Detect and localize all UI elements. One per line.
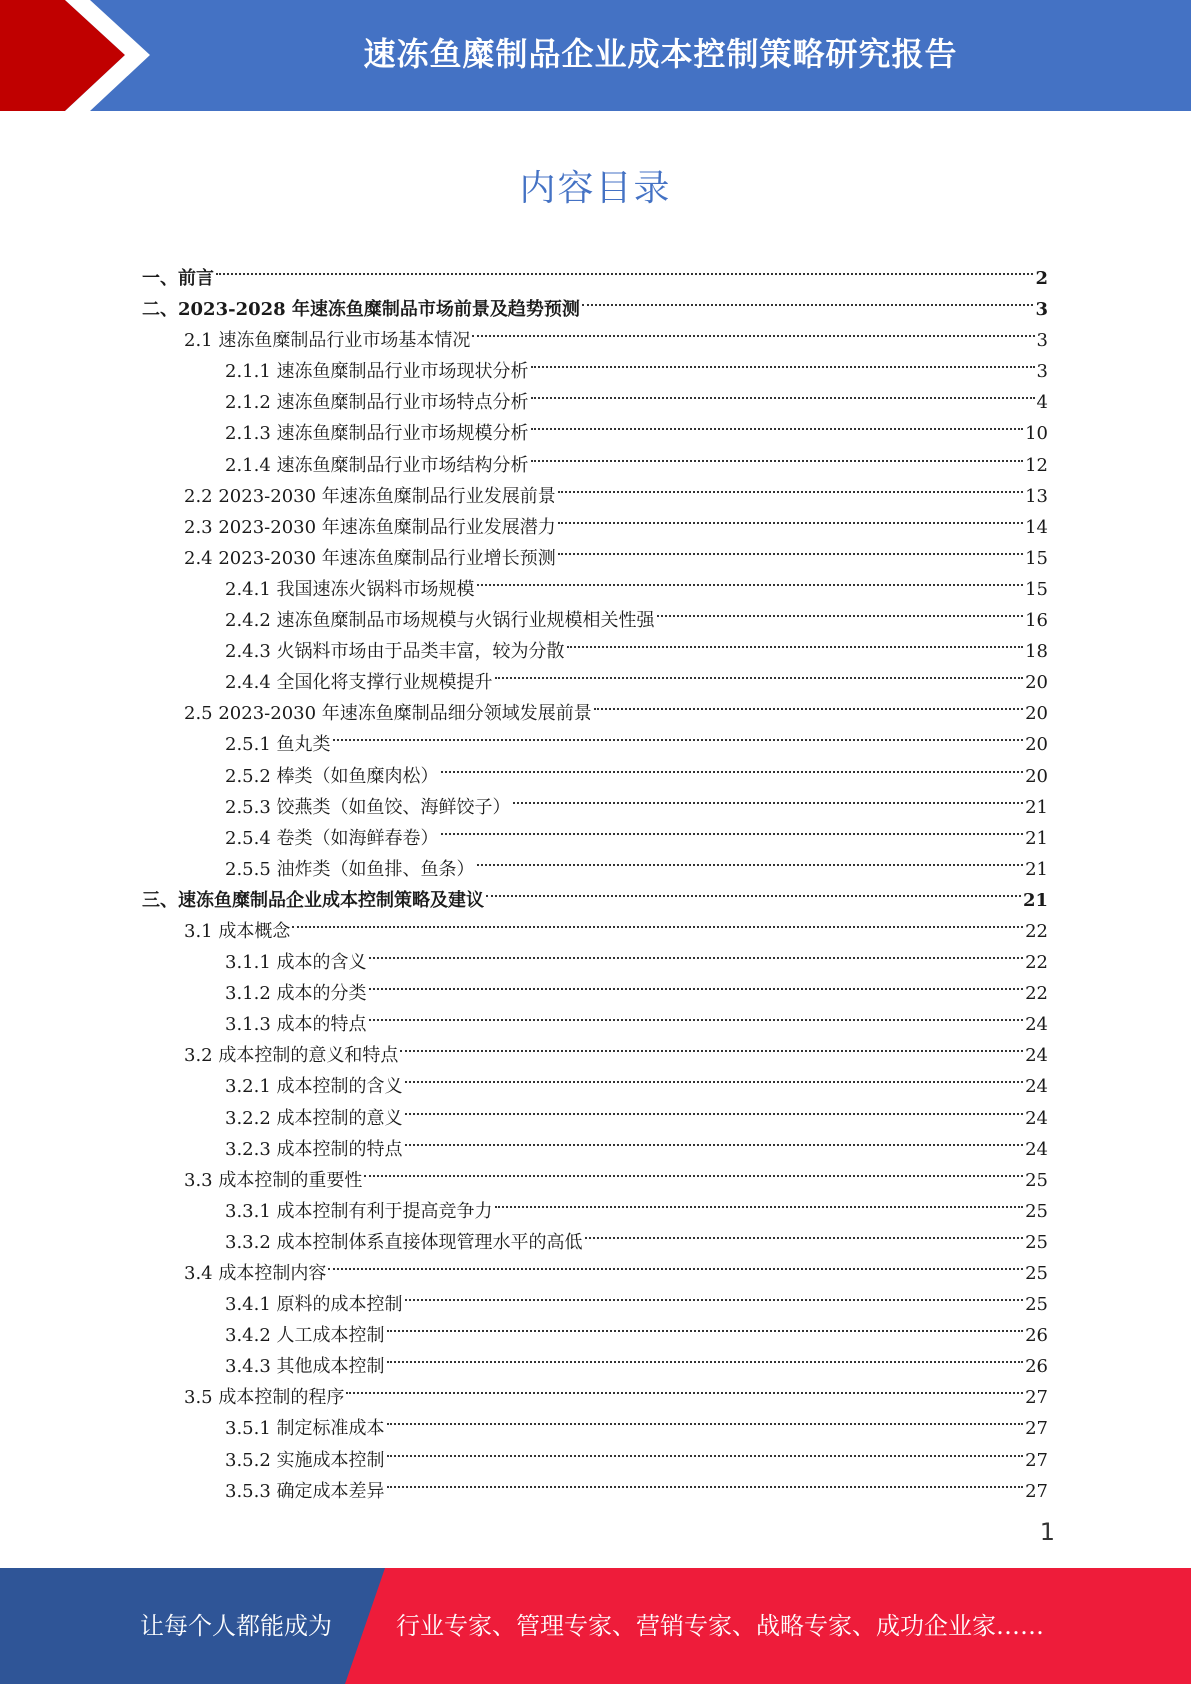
toc-leader-dots bbox=[405, 1093, 1024, 1124]
toc-leader-dots bbox=[477, 564, 1024, 595]
toc-entry-label: 3.1.3 成本的特点 bbox=[225, 1014, 367, 1036]
toc-entry-page: 3 bbox=[1036, 330, 1048, 352]
toc-leader-dots bbox=[495, 1186, 1024, 1217]
toc-entry[interactable] bbox=[142, 1466, 1048, 1502]
toc-entry-page: 20 bbox=[1025, 672, 1048, 694]
toc-entry[interactable] bbox=[142, 626, 1048, 663]
toc-entry-label: 3.5.2 实施成本控制 bbox=[225, 1449, 385, 1471]
toc-leader-dots bbox=[558, 502, 1023, 533]
toc-entry[interactable] bbox=[142, 875, 1048, 911]
toc-entry-page: 14 bbox=[1025, 516, 1048, 538]
toc-entry-page: 24 bbox=[1025, 1014, 1048, 1036]
toc-entry-page: 25 bbox=[1025, 1200, 1048, 1222]
toc-leader-dots bbox=[387, 1466, 1024, 1497]
toc-entry-page: 18 bbox=[1025, 641, 1048, 663]
toc-entry[interactable] bbox=[142, 1279, 1048, 1316]
toc-leader-dots bbox=[486, 875, 1021, 906]
toc-leader-dots bbox=[531, 377, 1035, 408]
toc-leader-dots bbox=[531, 408, 1024, 439]
toc-leader-dots bbox=[558, 471, 1023, 502]
toc-entry-page: 4 bbox=[1036, 392, 1048, 414]
toc-leader-dots bbox=[387, 1403, 1024, 1434]
toc-entry-page: 12 bbox=[1025, 454, 1048, 476]
toc-leader-dots bbox=[333, 719, 1024, 750]
toc-leader-dots bbox=[567, 626, 1024, 657]
page-number: 1 bbox=[1039, 1518, 1055, 1546]
toc-entry-label: 3.4.3 其他成本控制 bbox=[225, 1356, 385, 1378]
toc-entry-page: 27 bbox=[1025, 1449, 1048, 1471]
toc-entry[interactable] bbox=[142, 408, 1048, 445]
toc-leader-dots bbox=[400, 1030, 1023, 1061]
toc-leader-dots bbox=[369, 968, 1024, 999]
toc-entry-page: 25 bbox=[1025, 1231, 1048, 1253]
toc-leader-dots bbox=[585, 1217, 1024, 1248]
footer-slogan-right: 行业专家、管理专家、营销专家、战略专家、成功企业家…… bbox=[396, 1612, 1044, 1640]
toc-entry-label: 2.2 2023-2030 年速冻鱼糜制品行业发展前景 bbox=[184, 485, 556, 507]
toc-entry-page: 2 bbox=[1035, 268, 1048, 289]
toc-entry-label: 2.5.5 油炸类（如鱼排、鱼条） bbox=[225, 858, 475, 880]
toc-entry-label: 三、速冻鱼糜制品企业成本控制策略及建议 bbox=[142, 889, 484, 911]
toc-entry-label: 3.4 成本控制内容 bbox=[184, 1263, 327, 1284]
toc-entry-label: 2.5.1 鱼丸类 bbox=[225, 734, 331, 756]
toc-entry-page: 15 bbox=[1025, 578, 1048, 600]
toc-entry-page: 25 bbox=[1025, 1169, 1048, 1191]
toc-entry-page: 24 bbox=[1025, 1076, 1048, 1098]
toc-title: 内容目录 bbox=[519, 168, 672, 209]
toc-entry[interactable] bbox=[142, 253, 1048, 289]
toc-entry[interactable] bbox=[142, 595, 1048, 632]
toc-entry-page: 26 bbox=[1025, 1356, 1048, 1378]
toc-entry[interactable] bbox=[142, 1061, 1048, 1098]
toc-leader-dots bbox=[369, 937, 1024, 968]
toc-leader-dots bbox=[405, 1061, 1024, 1092]
toc-entry-page: 25 bbox=[1025, 1294, 1048, 1316]
toc-entry-page: 22 bbox=[1025, 920, 1048, 942]
report-title: 速冻鱼糜制品企业成本控制策略研究报告 bbox=[363, 35, 958, 73]
toc-entry[interactable] bbox=[142, 502, 1048, 538]
toc-leader-dots bbox=[328, 1248, 1023, 1279]
toc-entry[interactable] bbox=[142, 1435, 1048, 1471]
toc-entry-label: 2.4.2 速冻鱼糜制品市场规模与火锅行业规模相关性强 bbox=[225, 610, 655, 632]
toc-leader-dots bbox=[472, 315, 1034, 346]
header-banner bbox=[0, 0, 1191, 111]
toc-entry-page: 21 bbox=[1025, 796, 1048, 818]
toc-entry-page: 24 bbox=[1025, 1045, 1048, 1067]
toc-entry-label: 2.1 速冻鱼糜制品行业市场基本情况 bbox=[184, 330, 471, 352]
toc-entry[interactable] bbox=[142, 1310, 1048, 1347]
toc-entry[interactable] bbox=[142, 1341, 1048, 1378]
toc-entry-label: 2.3 2023-2030 年速冻鱼糜制品行业发展潜力 bbox=[184, 516, 556, 538]
toc-entry-label: 2.4.4 全国化将支撑行业规模提升 bbox=[225, 672, 493, 694]
toc-leader-dots bbox=[477, 844, 1024, 875]
toc-entry-page: 22 bbox=[1025, 983, 1048, 1005]
toc-entry[interactable] bbox=[142, 1372, 1048, 1409]
toc-entry[interactable] bbox=[142, 346, 1048, 383]
toc-entry-label: 2.1.4 速冻鱼糜制品行业市场结构分析 bbox=[225, 454, 529, 476]
toc-entry-label: 2.5.3 饺燕类（如鱼饺、海鲜饺子） bbox=[225, 796, 511, 818]
toc-leader-dots bbox=[369, 999, 1024, 1030]
toc-entry-label: 2.1.3 速冻鱼糜制品行业市场规模分析 bbox=[225, 423, 529, 445]
footer-slogan-left: 让每个人都能成为 bbox=[140, 1612, 332, 1640]
toc-entry-label: 3.5.3 确定成本差异 bbox=[225, 1480, 385, 1502]
toc-entry[interactable] bbox=[142, 1217, 1048, 1253]
toc-entry-page: 15 bbox=[1025, 547, 1048, 569]
toc-entry-label: 3.1.2 成本的分类 bbox=[225, 983, 367, 1005]
toc-entry-page: 21 bbox=[1025, 858, 1048, 880]
toc-entry-page: 16 bbox=[1025, 610, 1048, 632]
toc-entry[interactable] bbox=[142, 1030, 1048, 1067]
toc-leader-dots bbox=[364, 1155, 1023, 1186]
toc-entry[interactable] bbox=[142, 719, 1048, 756]
toc-leader-dots bbox=[657, 595, 1024, 626]
toc-entry-label: 2.5 2023-2030 年速冻鱼糜制品细分领域发展前景 bbox=[184, 703, 592, 725]
table-of-contents bbox=[142, 253, 1048, 1502]
toc-entry-label: 3.2.2 成本控制的意义 bbox=[225, 1107, 403, 1129]
toc-entry-page: 20 bbox=[1025, 734, 1048, 756]
toc-entry[interactable] bbox=[142, 1403, 1048, 1440]
toc-leader-dots bbox=[495, 657, 1024, 688]
toc-leader-dots bbox=[405, 1124, 1024, 1155]
toc-entry-label: 3.3.1 成本控制有利于提高竞争力 bbox=[225, 1200, 493, 1222]
toc-leader-dots bbox=[558, 533, 1023, 564]
toc-entry-page: 21 bbox=[1025, 827, 1048, 849]
toc-leader-dots bbox=[594, 688, 1023, 719]
toc-entry[interactable] bbox=[142, 688, 1048, 725]
toc-entry-label: 2.5.2 棒类（如鱼糜肉松） bbox=[225, 765, 439, 787]
toc-entry-page: 24 bbox=[1025, 1138, 1048, 1160]
toc-entry[interactable] bbox=[142, 564, 1048, 600]
toc-entry[interactable] bbox=[142, 999, 1048, 1036]
toc-entry-page: 20 bbox=[1025, 765, 1048, 787]
toc-entry[interactable] bbox=[142, 377, 1048, 414]
toc-entry-label: 2.4.3 火锅料市场由于品类丰富，较为分散 bbox=[225, 641, 565, 663]
toc-entry-page: 22 bbox=[1025, 952, 1048, 974]
toc-entry[interactable] bbox=[142, 440, 1048, 476]
toc-entry[interactable] bbox=[142, 1155, 1048, 1191]
toc-entry[interactable] bbox=[142, 782, 1048, 818]
toc-entry-page: 27 bbox=[1025, 1480, 1048, 1502]
toc-leader-dots bbox=[387, 1341, 1024, 1372]
toc-entry[interactable] bbox=[142, 1124, 1048, 1160]
toc-entry-page: 24 bbox=[1025, 1107, 1048, 1129]
toc-entry-label: 3.5.1 制定标准成本 bbox=[225, 1418, 385, 1440]
toc-entry-page: 3 bbox=[1036, 361, 1048, 383]
toc-entry-label: 3.1.1 成本的含义 bbox=[225, 952, 367, 974]
toc-entry-page: 27 bbox=[1025, 1418, 1048, 1440]
toc-entry-page: 27 bbox=[1025, 1387, 1048, 1409]
toc-entry-page: 26 bbox=[1025, 1325, 1048, 1347]
toc-entry-label: 3.2 成本控制的意义和特点 bbox=[184, 1045, 399, 1067]
toc-entry-label: 2.5.4 卷类（如海鲜春卷） bbox=[225, 827, 439, 849]
toc-entry-label: 一、前言 bbox=[142, 268, 214, 289]
toc-entry[interactable] bbox=[142, 533, 1048, 569]
toc-entry-label: 2.1.2 速冻鱼糜制品行业市场特点分析 bbox=[225, 392, 529, 414]
toc-entry-label: 3.1 成本概念 bbox=[184, 920, 291, 942]
toc-entry-label: 二、2023-2028 年速冻鱼糜制品市场前景及趋势预测 bbox=[142, 299, 580, 321]
toc-leader-dots bbox=[387, 1310, 1024, 1341]
toc-entry[interactable] bbox=[142, 906, 1048, 942]
toc-leader-dots bbox=[441, 813, 1024, 844]
toc-entry-label: 2.1.1 速冻鱼糜制品行业市场现状分析 bbox=[225, 361, 529, 383]
toc-entry-page: 13 bbox=[1025, 485, 1048, 507]
toc-entry[interactable] bbox=[142, 1093, 1048, 1129]
toc-entry-page: 3 bbox=[1035, 299, 1048, 321]
toc-entry[interactable] bbox=[142, 968, 1048, 1005]
toc-entry[interactable] bbox=[142, 284, 1048, 321]
toc-entry-label: 2.4 2023-2030 年速冻鱼糜制品行业增长预测 bbox=[184, 547, 556, 569]
toc-entry-label: 3.2.1 成本控制的含义 bbox=[225, 1076, 403, 1098]
toc-leader-dots bbox=[405, 1279, 1024, 1310]
toc-leader-dots bbox=[582, 284, 1034, 315]
toc-leader-dots bbox=[441, 751, 1024, 782]
toc-leader-dots bbox=[387, 1435, 1024, 1466]
toc-entry[interactable] bbox=[142, 751, 1048, 787]
toc-entry-label: 3.4.2 人工成本控制 bbox=[225, 1325, 385, 1347]
toc-entry[interactable] bbox=[142, 1186, 1048, 1222]
toc-entry[interactable] bbox=[142, 1248, 1048, 1284]
toc-entry[interactable] bbox=[142, 315, 1048, 352]
toc-entry[interactable] bbox=[142, 657, 1048, 694]
toc-entry[interactable] bbox=[142, 937, 1048, 974]
toc-entry-label: 3.3.2 成本控制体系直接体现管理水平的高低 bbox=[225, 1231, 583, 1253]
toc-entry-page: 20 bbox=[1025, 703, 1048, 725]
toc-entry[interactable] bbox=[142, 844, 1048, 880]
toc-entry[interactable] bbox=[142, 471, 1048, 507]
toc-leader-dots bbox=[346, 1372, 1023, 1403]
toc-entry-page: 21 bbox=[1022, 889, 1048, 911]
toc-leader-dots bbox=[216, 253, 1033, 284]
toc-entry[interactable] bbox=[142, 813, 1048, 849]
toc-entry-label: 3.4.1 原料的成本控制 bbox=[225, 1294, 403, 1316]
toc-entry-label: 3.2.3 成本控制的特点 bbox=[225, 1138, 403, 1160]
toc-entry-label: 2.4.1 我国速冻火锅料市场规模 bbox=[225, 578, 475, 600]
toc-entry-page: 10 bbox=[1025, 423, 1048, 445]
toc-leader-dots bbox=[531, 440, 1024, 471]
toc-entry-page: 25 bbox=[1025, 1263, 1048, 1284]
toc-leader-dots bbox=[531, 346, 1035, 377]
footer-banner bbox=[0, 1568, 1191, 1684]
toc-leader-dots bbox=[292, 906, 1023, 937]
toc-entry-label: 3.5 成本控制的程序 bbox=[184, 1387, 345, 1409]
toc-entry-label: 3.3 成本控制的重要性 bbox=[184, 1169, 363, 1191]
toc-leader-dots bbox=[513, 782, 1024, 813]
